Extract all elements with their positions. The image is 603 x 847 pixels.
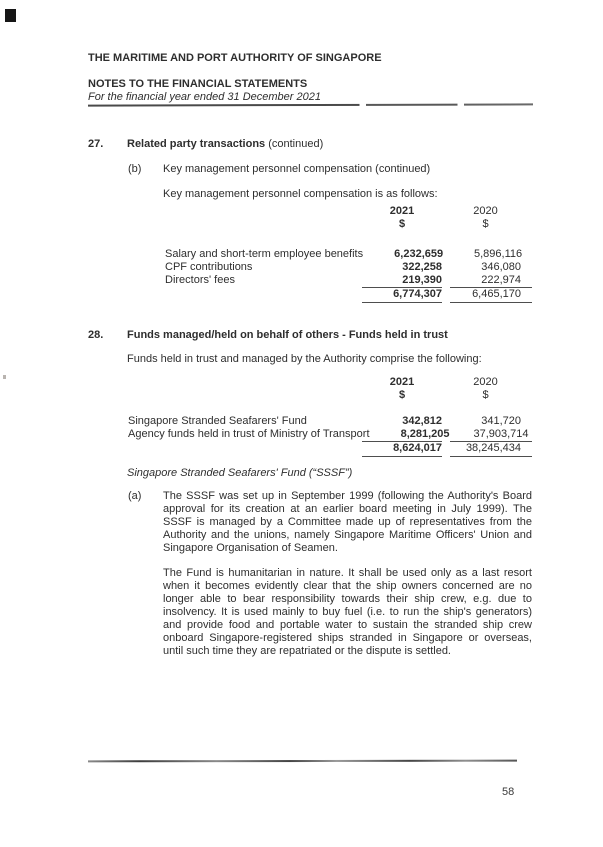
column-gap [442, 218, 450, 231]
table-row [165, 248, 532, 261]
item-b-label: (b) [128, 163, 142, 175]
header-rule [88, 103, 533, 106]
row-label: Directors' fees [165, 274, 235, 286]
value-2021: 322,258 [402, 261, 442, 273]
header-year-row [128, 376, 532, 389]
row-label: Singapore Stranded Seafarers' Fund [128, 415, 307, 427]
organisation-title: THE MARITIME AND PORT AUTHORITY OF SINGAPORE [88, 52, 382, 64]
column-gap [442, 441, 450, 457]
value-2020: 37,903,714 [473, 428, 529, 440]
statements-title: NOTES TO THE FINANCIAL STATEMENTS [88, 78, 308, 90]
col-2021-unit: $ [398, 218, 406, 230]
compensation-table [165, 205, 532, 303]
total-values [362, 287, 532, 303]
row-values [362, 415, 532, 428]
col-2020-header: 2020 [473, 376, 498, 388]
total-2021: 6,774,307 [362, 287, 442, 303]
col-2021-unit: $ [398, 389, 406, 401]
column-gap [442, 205, 450, 218]
column-gap [442, 389, 450, 402]
value-2021: 342,812 [402, 415, 442, 427]
col-2020-header: 2020 [473, 205, 498, 217]
col-2021-header: 2021 [389, 205, 415, 217]
financial-period: For the financial year ended 31 December 2021 [88, 91, 321, 103]
value-2020: 341,720 [481, 415, 521, 427]
sssf-paragraph-1: The SSSF was set up in September 1999 (following the Authority's Board approval for its creation at an earlier board meeting in July 1999). The SSSF is managed by a Committee made up of representatives from the Authority and the unions, namely Singapore Maritime Officers' Union and Singapore Organisation of Seamen. [163, 490, 532, 554]
row-values [362, 274, 532, 287]
section-27-title-suffix: (continued) [265, 138, 324, 150]
row-label: CPF contributions [165, 261, 253, 273]
column-gap [442, 287, 450, 303]
item-b-text: Key management personnel compensation (continued) [163, 163, 431, 175]
section-28-number: 28. [88, 329, 104, 341]
sssf-paragraph-2: The Fund is humanitarian in nature. It shall be used only as a last resort when it becomes evidently clear that the ship owners concerned are no longer able to bear responsibility towards their ship crew, e.g. due to insolvency. It is used mainly to buy fuel (i.e. to run the ship's generators) and provide food and portable water to sustain the stranded ship crew onboard Singapore-registered ships stranded in Singapore or overseas, until such time they are repatriated or the dispute is settled. [163, 567, 532, 657]
total-2020: 38,245,434 [450, 441, 532, 457]
column-gap [442, 261, 450, 274]
value-2020: 5,896,116 [473, 248, 523, 260]
section-28-intro: Funds held in trust and managed by the Authority comprise the following: [127, 353, 482, 365]
column-gap [442, 415, 450, 428]
header-year-row [165, 205, 532, 218]
column-gap [443, 248, 451, 261]
table-total-row [128, 441, 532, 457]
section-27-number: 27. [88, 138, 104, 150]
header-unit-row [165, 218, 532, 231]
total-2020: 6,465,170 [450, 287, 532, 303]
section-27-intro: Key management personnel compensation is as follows: [163, 188, 438, 200]
row-values [363, 248, 533, 261]
header-unit-row [128, 389, 532, 402]
row-label: Agency funds held in trust of Ministry of Transport [128, 428, 370, 440]
table-row [128, 415, 532, 428]
section-27-item-b [128, 163, 532, 176]
col-2020-unit: $ [482, 389, 489, 401]
section-28-title: Funds managed/held on behalf of others - Funds held in trust [127, 329, 448, 341]
page-number: 58 [502, 786, 515, 798]
header-years [362, 376, 532, 389]
header-units [362, 389, 532, 402]
row-values [362, 261, 532, 274]
funds-table-header [128, 376, 532, 402]
funds-table-body [128, 415, 532, 457]
row-values [370, 428, 540, 441]
value-2021: 6,232,659 [394, 248, 444, 260]
compensation-table-header [165, 205, 532, 231]
value-2021: 8,281,205 [400, 428, 450, 440]
table-row [128, 428, 532, 441]
value-2020: 346,080 [481, 261, 521, 273]
table-row [165, 261, 532, 274]
funds-table [128, 376, 532, 457]
table-total-row [165, 287, 532, 303]
value-2021: 219,390 [402, 274, 442, 286]
table-row [165, 274, 532, 287]
sssf-subheading: Singapore Stranded Seafarers' Fund (“SSSF”) [127, 467, 353, 479]
item-a-label: (a) [128, 490, 142, 502]
scan-artifact-tick [3, 375, 6, 379]
column-gap [442, 376, 450, 389]
section-27-heading [88, 138, 532, 151]
header-years [362, 205, 532, 218]
compensation-table-body [165, 248, 532, 303]
col-2020-unit: $ [482, 218, 489, 230]
row-label: Salary and short-term employee benefits [165, 248, 364, 260]
section-28-item-a [128, 490, 532, 555]
footer-rule [88, 760, 517, 763]
total-values [362, 441, 532, 457]
section-27-title-text: Related party transactions [127, 138, 266, 150]
col-2021-header: 2021 [389, 376, 415, 388]
header-units [362, 218, 532, 231]
column-gap [450, 428, 458, 441]
page-content [88, 50, 532, 658]
total-2021: 8,624,017 [362, 441, 442, 457]
column-gap [442, 274, 450, 287]
section-27-title [127, 138, 323, 151]
section-28-heading [88, 329, 532, 342]
scan-artifact-square [5, 9, 16, 22]
value-2020: 222,974 [481, 274, 521, 286]
